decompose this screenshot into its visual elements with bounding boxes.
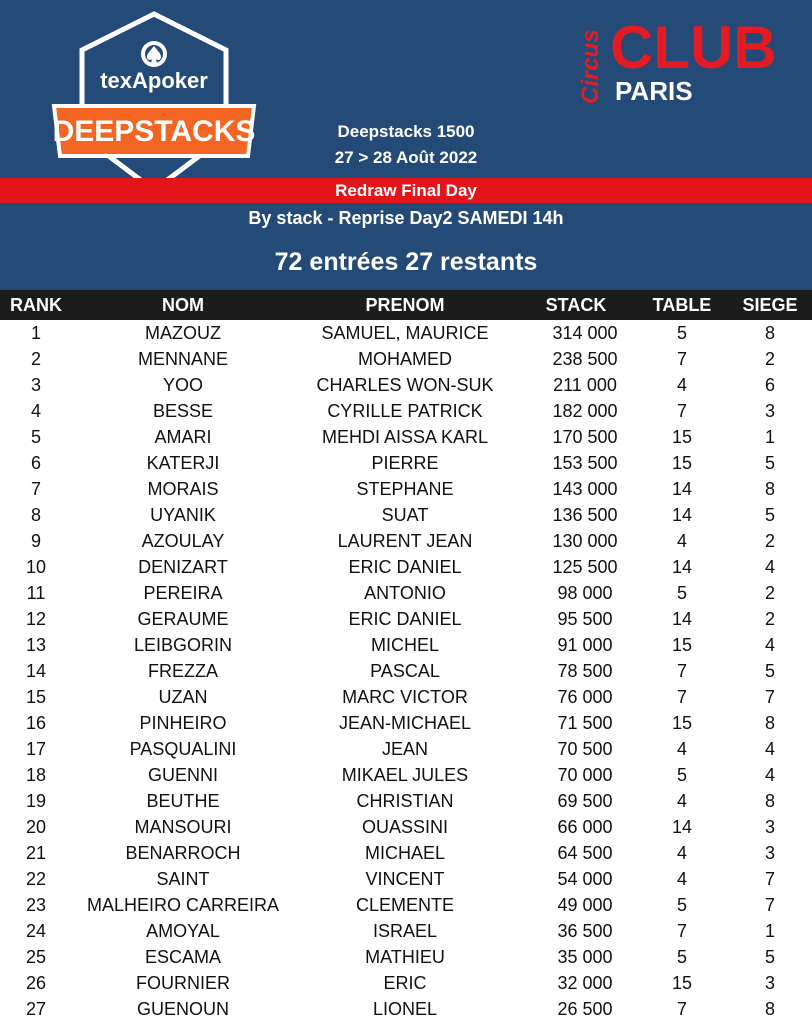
table-cell: 5	[676, 583, 687, 603]
stack-cell: 125 500	[552, 557, 618, 577]
rank-cell: 26	[25, 973, 47, 993]
nom-cell: BEUTHE	[146, 791, 220, 811]
table-row	[0, 944, 812, 970]
table-row	[0, 788, 812, 814]
table-cell: 4	[676, 869, 687, 889]
table-cell: 7	[676, 661, 687, 681]
siege-cell: 3	[764, 401, 775, 421]
siege-cell: 2	[764, 583, 775, 603]
siege-cell: 4	[764, 635, 775, 655]
rank-cell: 8	[30, 505, 41, 525]
table-header-row	[0, 290, 812, 320]
prenom-cell: JEAN-MICHAEL	[338, 713, 472, 733]
rank-cell: 21	[25, 843, 47, 863]
nom-cell: AMARI	[154, 427, 212, 447]
stack-cell: 95 500	[557, 609, 613, 629]
table-cell: 15	[671, 635, 693, 655]
table-row	[0, 398, 812, 424]
texapoker-brand: texApoker	[100, 68, 208, 93]
rank-cell: 24	[25, 921, 47, 941]
siege-cell: 5	[764, 505, 775, 525]
table-cell: 7	[676, 401, 687, 421]
table-cell: 5	[676, 947, 687, 967]
rank-cell: 6	[30, 453, 41, 473]
prenom-cell: PIERRE	[371, 453, 439, 473]
spade-chip-icon	[141, 41, 167, 67]
nom-cell: LEIBGORIN	[133, 635, 233, 655]
siege-cell: 7	[764, 869, 775, 889]
table-row	[0, 424, 812, 450]
nom-cell: GUENOUN	[136, 999, 229, 1019]
prenom-cell: MICHAEL	[364, 843, 445, 863]
table-cell: 14	[671, 609, 693, 629]
prenom-cell: PASCAL	[370, 661, 440, 681]
prenom-cell: MEHDI AISSA KARL	[321, 427, 489, 447]
nom-cell: SAINT	[156, 869, 210, 889]
siege-cell: 4	[764, 765, 775, 785]
nom-cell: PINHEIRO	[139, 713, 227, 733]
nom-cell: BESSE	[152, 401, 214, 421]
stack-cell: 36 500	[557, 921, 613, 941]
stack-cell: 78 500	[557, 661, 613, 681]
nom-cell: MENNANE	[137, 349, 228, 369]
table-row	[0, 528, 812, 554]
nom-cell: BENARROCH	[125, 843, 241, 863]
prenom-cell: JEAN	[381, 739, 428, 759]
rank-cell: 17	[25, 739, 47, 759]
stack-cell: 182 000	[552, 401, 618, 421]
siege-cell: 7	[764, 687, 775, 707]
table-cell: 4	[676, 791, 687, 811]
stack-cell: 238 500	[552, 349, 618, 369]
logo-paris-text: PARIS	[615, 76, 693, 106]
nom-cell: YOO	[162, 375, 203, 395]
nom-cell: AMOYAL	[146, 921, 220, 941]
nom-cell: UYANIK	[150, 505, 216, 525]
nom-cell: DENIZART	[138, 557, 228, 577]
table-cell: 4	[676, 843, 687, 863]
nom-cell: FOURNIER	[136, 973, 230, 993]
siege-cell: 2	[764, 609, 775, 629]
logo-club-text: CLUB	[610, 14, 777, 81]
table-cell: 4	[676, 375, 687, 395]
deepstacks-ribbon-text: DEEPSTACKS	[52, 115, 256, 148]
redraw-band: Redraw Final Day	[0, 178, 812, 203]
nom-cell: AZOULAY	[141, 531, 225, 551]
siege-cell: 3	[764, 843, 775, 863]
siege-cell: 7	[764, 895, 775, 915]
col-stack: STACK	[545, 295, 607, 315]
nom-cell: MANSOURI	[134, 817, 232, 837]
siege-cell: 4	[764, 739, 775, 759]
table-row	[0, 658, 812, 684]
table-cell: 7	[676, 349, 687, 369]
col-siege: SIEGE	[742, 295, 798, 315]
stack-cell: 76 000	[557, 687, 613, 707]
siege-cell: 5	[764, 947, 775, 967]
rank-cell: 15	[25, 687, 47, 707]
siege-cell: 3	[764, 973, 775, 993]
table-row	[0, 814, 812, 840]
table-row	[0, 450, 812, 476]
prenom-cell: MOHAMED	[358, 349, 452, 369]
rank-cell: 19	[25, 791, 47, 811]
stack-cell: 66 000	[557, 817, 613, 837]
stack-cell: 54 000	[557, 869, 613, 889]
table-row	[0, 762, 812, 788]
table-row	[0, 918, 812, 944]
siege-cell: 5	[764, 661, 775, 681]
table-row	[0, 554, 812, 580]
rank-cell: 5	[30, 427, 41, 447]
rank-cell: 4	[30, 401, 41, 421]
rank-cell: 27	[25, 999, 47, 1019]
prenom-cell: LAURENT JEAN	[337, 531, 473, 551]
prenom-cell: OUASSINI	[361, 817, 449, 837]
nom-cell: PEREIRA	[143, 583, 223, 603]
stack-cell: 71 500	[557, 713, 613, 733]
stack-cell: 32 000	[557, 973, 613, 993]
nom-cell: GUENNI	[147, 765, 218, 785]
stack-cell: 153 500	[552, 453, 618, 473]
rank-cell: 20	[25, 817, 47, 837]
nom-cell: MORAIS	[147, 479, 219, 499]
table-cell: 5	[676, 895, 687, 915]
prenom-cell: CHARLES WON-SUK	[316, 375, 494, 395]
table-row	[0, 502, 812, 528]
table-cell: 14	[671, 505, 693, 525]
stack-cell: 26 500	[557, 999, 613, 1019]
siege-cell: 8	[764, 791, 775, 811]
stack-cell: 314 000	[552, 323, 618, 343]
siege-cell: 2	[764, 349, 775, 369]
table-cell: 5	[676, 323, 687, 343]
siege-cell: 4	[764, 557, 775, 577]
col-nom: NOM	[162, 295, 204, 315]
table-row	[0, 736, 812, 762]
table-cell: 15	[671, 973, 693, 993]
event-name: Deepstacks 1500	[337, 122, 475, 141]
stack-cell: 211 000	[553, 375, 617, 395]
col-rank: RANK	[10, 295, 62, 315]
rank-cell: 16	[25, 713, 47, 733]
table-cell: 7	[676, 921, 687, 941]
prenom-cell: MARC VICTOR	[342, 687, 468, 707]
siege-cell: 1	[764, 427, 775, 447]
col-table: TABLE	[652, 295, 712, 315]
siege-cell: 8	[764, 323, 775, 343]
prenom-cell: MICHEL	[370, 635, 439, 655]
stack-cell: 69 500	[557, 791, 613, 811]
prenom-cell: SUAT	[381, 505, 429, 525]
table-cell: 4	[676, 739, 687, 759]
subtitle: By stack - Reprise Day2 SAMEDI 14h	[248, 208, 564, 228]
table-row	[0, 580, 812, 606]
stack-cell: 35 000	[557, 947, 613, 967]
rank-cell: 22	[25, 869, 47, 889]
rank-cell: 18	[25, 765, 47, 785]
table-cell: 5	[676, 765, 687, 785]
rank-cell: 11	[26, 583, 46, 603]
table-row	[0, 476, 812, 502]
table-row	[0, 840, 812, 866]
stack-cell: 91 000	[557, 635, 613, 655]
nom-cell: MALHEIRO CARREIRA	[86, 895, 280, 915]
stack-cell: 64 500	[557, 843, 613, 863]
table-cell: 15	[671, 713, 693, 733]
table-cell: 7	[676, 999, 687, 1019]
siege-cell: 8	[764, 713, 775, 733]
entries-count: 72 entrées 27 restants	[274, 248, 538, 276]
rank-cell: 13	[25, 635, 47, 655]
rank-cell: 25	[25, 947, 47, 967]
rank-cell: 1	[30, 323, 41, 343]
siege-cell: 1	[764, 921, 775, 941]
prenom-cell: SAMUEL, MAURICE	[321, 323, 489, 343]
prenom-cell: VINCENT	[365, 869, 445, 889]
table-row	[0, 996, 812, 1022]
prenom-cell: CYRILLE PATRICK	[327, 401, 483, 421]
col-prenom: PRENOM	[365, 295, 445, 315]
prenom-cell: STEPHANE	[356, 479, 454, 499]
prenom-cell: MATHIEU	[365, 947, 445, 967]
nom-cell: GERAUME	[137, 609, 229, 629]
siege-cell: 6	[764, 375, 775, 395]
rank-cell: 9	[30, 531, 41, 551]
stack-cell: 136 500	[552, 505, 618, 525]
table-row	[0, 320, 812, 346]
prenom-cell: ERIC	[383, 973, 427, 993]
siege-cell: 5	[764, 453, 775, 473]
table-row	[0, 632, 812, 658]
table-row	[0, 372, 812, 398]
table-row	[0, 684, 812, 710]
table-row	[0, 970, 812, 996]
rank-cell: 3	[30, 375, 41, 395]
prenom-cell: CLEMENTE	[355, 895, 454, 915]
siege-cell: 8	[764, 999, 775, 1019]
table-row	[0, 866, 812, 892]
prenom-cell: ISRAEL	[372, 921, 438, 941]
siege-cell: 2	[764, 531, 775, 551]
prenom-cell: ERIC DANIEL	[348, 557, 462, 577]
nom-cell: KATERJI	[146, 453, 220, 473]
rank-cell: 2	[30, 349, 41, 369]
table-row	[0, 710, 812, 736]
nom-cell: MAZOUZ	[145, 323, 221, 343]
logo-circus-text: Circus	[577, 29, 604, 104]
stack-cell: 170 500	[552, 427, 618, 447]
nom-cell: UZAN	[158, 687, 208, 707]
nom-cell: PASQUALINI	[129, 739, 237, 759]
table-cell: 14	[671, 817, 693, 837]
nom-cell: ESCAMA	[144, 947, 222, 967]
rank-cell: 14	[25, 661, 47, 681]
stack-cell: 98 000	[557, 583, 613, 603]
table-cell: 14	[671, 557, 693, 577]
rank-cell: 12	[25, 609, 47, 629]
stack-cell: 49 000	[557, 895, 613, 915]
stack-cell: 143 000	[552, 479, 618, 499]
table-row	[0, 346, 812, 372]
standings-table	[0, 290, 812, 1022]
header	[0, 0, 812, 290]
table-cell: 15	[671, 453, 693, 473]
rank-cell: 23	[25, 895, 47, 915]
stack-cell: 130 000	[552, 531, 618, 551]
table-cell: 7	[676, 687, 687, 707]
siege-cell: 8	[764, 479, 775, 499]
texapoker-deepstacks-logo	[48, 8, 260, 196]
table-cell: 4	[676, 531, 687, 551]
prenom-cell: ANTONIO	[364, 583, 446, 603]
siege-cell: 3	[764, 817, 775, 837]
circus-club-paris-logo	[570, 8, 800, 108]
prenom-cell: CHRISTIAN	[356, 791, 454, 811]
event-dates: 27 > 28 Août 2022	[334, 148, 478, 167]
prenom-cell: LIONEL	[372, 999, 438, 1019]
table-row	[0, 606, 812, 632]
table-cell: 15	[671, 427, 693, 447]
stack-cell: 70 000	[557, 765, 613, 785]
rank-cell: 10	[25, 557, 47, 577]
table-row	[0, 892, 812, 918]
stack-cell: 70 500	[557, 739, 613, 759]
rank-cell: 7	[30, 479, 41, 499]
nom-cell: FREZZA	[148, 661, 218, 681]
prenom-cell: ERIC DANIEL	[348, 609, 462, 629]
prenom-cell: MIKAEL JULES	[341, 765, 469, 785]
table-cell: 14	[671, 479, 693, 499]
